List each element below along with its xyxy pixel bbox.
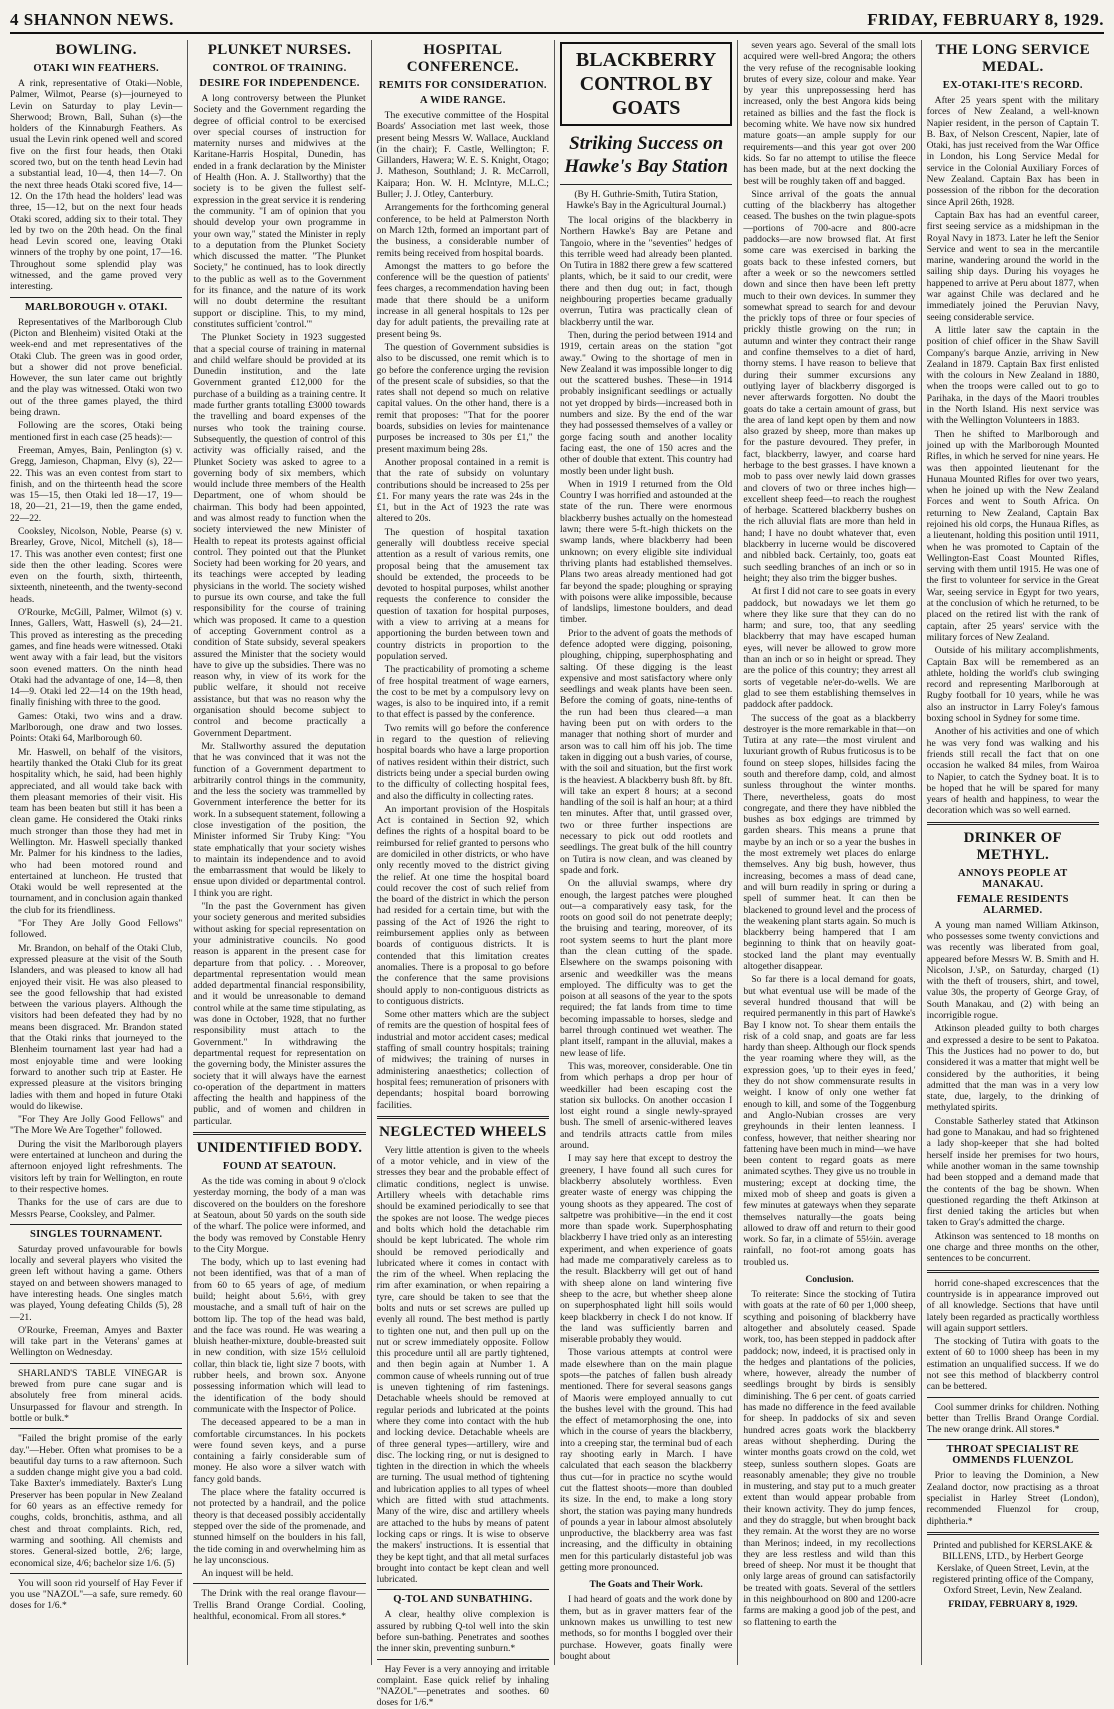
paragraph: Those various attempts at control were made elsewhere than on the main plague spots—the patches of fallen bush already mentioned. There for several seasons gangs of Maoris were employed annually to cut the bushes level with the ground. This had the effect of metamorphosing the one, into which in the course of years the blackberry, into a creeping star, the terminal bud of each ray shooting early in March. I have calculated that each season the blackberry thus cut—for in practice no scythe would cut the flattest shoots—more than doubled its size. In the end, to make a long story short, the station was paying many hundreds of pounds a year in labour almost absolutely unproductive, the blackberry area was fast increasing, and the difficulty in obtaining men for this particularly distasteful job was getting more pronounced. [559,1347,733,1574]
paragraph: Following are the scores, Otaki being mentioned first in each case (25 heads):— [10,420,183,443]
paragraph: A long controversy between the Plunket Society and the Government regarding the degree of official control to be exercised over special courses of instruction for maternity nurses and midwives at the Karitane-Harris Hospital, Dunedin, has ended in a frank declaration by the Minister of Health (Hon. A. J. Stallworthy) that the society is to be given the fullest self-expression in the great service it is rendering the community. "I am of opinion that you should develop your own programme in your own way," stated the Minister in reply to a deputation from the Plunket Society which discussed the matter. "The Plunket Society," he continued, has to look directly to the public as well as to the Government for its finance, and the nature of its work will no doubt determine the resultant support or discipline. This, to my mind, constitutes sufficient 'control.'" [193,93,366,330]
headline-unidentified-body: UNIDENTIFIED BODY. [196,1140,363,1157]
paragraph: Amongst the matters to go before the conference will be the question of patients' fees charges, a recommendation having been made that there should be a uniform increase in all general hospitals to 12s per day for adult patients, the prevailing rate at present being 9s. [376,260,549,340]
paragraph: An inquest will be held. [201,1568,294,1580]
paragraph: A rink, representative of Otaki—Noble, Palmer, Wilmot, Pearse (s)—journeyed to Levin on Saturday to play Levin—Sherwood; Brown, Ball, Suhan (s)—the holders of the Kinnaburgh Feathers. As usual the Levin rink opened well and scored five on the first four heads, then Otaki scored two, but on the tenth head Levin had a substantial lead, 10—4, then 14—7. On the next three heads Otaki scored five, 14—12. On the 17th head the holders' lead was three, 15—12, but on the next four heads Otaki scored, adding six to their total. They led by two on the 20th head. On the final head Levin scored one, leaving Otaki winners of the trophy by one point, 17—16. Throughout some splendid play was witnessed, and the game proved very interesting. [10,78,183,293]
column-3 [372,40,555,1709]
paragraph: The place where the fatality occurred is not protected by a handrail, and the police theory is that deceased possibly accidentally stepped over the side of the promenade, and stunned himself on the boulders in his fall, the tide coming in and overwhelming him as he lay unconscious. [193,1487,366,1566]
paragraph: I had heard of goats and the work done by them, but as in graver matters fear of the unknown makes us unwilling to test new methods, so for months I boggled over their purchase. However, goats finally were bought about [559,1594,733,1662]
paragraph: The question of hospital taxation generally will doubtless receive special attention as a result of various remits, one proposal being that the amusement tax should be extended, the proceeds to be devoted to hospital purposes, whilst another requests the conference to consider the question of taxation for hospital purposes, with a view to arriving at a means for apportioning the burden between town and country districts in proportion to the population served. [376,526,549,662]
paragraph: Some other matters which are the subject of remits are the question of hospital fees of industrial and motor accident cases; medical staffing of small country hospitals; training of midwives; the training of nurses in administering anaesthetics; collection of hospital fees; remuneration of prisoners with dependants; hospital board borrowing facilities. [376,1009,549,1111]
column-5 [738,40,921,1665]
subhead-conclusion: Conclusion. [805,1274,854,1286]
paragraph: A young man named William Atkinson, who possesses some twenty convictions and was recently was liberated from goal, appeared before Messrs W. B. Smith and H. Nicolson, J.'sP., on Saturday, charged (1) with the theft of trousers, shirt, and towel, value 30s, the property of George Gray, of South Manakau, and (2) with being an incorrigible rogue. [926,919,1099,1022]
paragraph: horrid cone-shaped excrescences that the countryside is in appearance improved out of all knowledge. Sections that have until lately been regarded as practically worthless will again support settlers. [926,1277,1099,1334]
subhead-control: CONTROL OF TRAINING. [212,63,347,74]
subhead-remits: REMITS FOR CONSIDERATION. [378,80,547,91]
paragraph: The stocking of Tutira with goats to the extent of 60 to 1000 sheep has been in my estimation an unqualified success. If we do not see this method of blackberry control can be bettered. [926,1336,1099,1393]
headline-neglected-wheels: NEGLECTED WHEELS [379,1123,547,1140]
paragraph: Cooksley, Nicolson, Noble, Pearse (s) v. Brearley, Grove, Nicol, Mitchell (s), 18—17. This was another even contest; first one side then the other leading. Scores were even on the fourth, sixth, thirteenth, sixteenth, nineteenth, and the twenty-second heads. [10,525,183,605]
paragraph: Outside of his military accomplishments, Captain Bax will be remembered as an athlete, holding the world's club swinging record and representing Marlborough at Rugby football for 10 years, while he was also an instructor in Larry Foley's famous boxing school in Sydney for some time. [926,645,1099,725]
paragraph: Constable Satherley stated that Atkinson had gone to Manakau, and had so frightened a lady shop-keeper that she had bolted herself inside her premises for two hours, while another woman in the same township had been stopped and a demand made that the contents of the bag be shown. When questioned regarding the theft Atkinson at first denied taking the articles but when taken to Gray's admitted the charge. [926,1115,1099,1229]
imprint-date: FRIDAY, FEBRUARY 8, 1929. [948,1599,1078,1611]
paragraph: This was, moreover, considerable. One tin from which perhaps a drop per hour of weedkiller had been escaping cost the station six bullocks. On another occasion I lost eight round a single newly-sprayed bush. The smell of arsenic-withered leaves and tendrils attracts cattle from miles around. [559,1060,733,1152]
paragraph: "In the past the Government has given your society generous and merited subsidies without asking for special representation on your administrative councils. No good reason is apparent in the present case for departure from that policy. . . Moreover, departmental representation would mean added departmental financial responsibility, and it would be unreasonable to demand control while at the same time stipulating, as was done in October, 1928, that no further responsibility must attach to the Government." In withdrawing the departmental request for representation on the governing body, the Minister assures the society that it will always have the earnest co-operation of the department in matters affecting the health and happiness of the public, and of women and children in particular. [193,901,366,1127]
section-title-otaki-win: OTAKI WIN FEATHERS. [33,63,159,74]
paragraph: Very little attention is given to the wheels of a motor vehicle, and in view of the stresses they bear and the probable effect of climatic conditions, neglect is unwise. Artillery wheels with detachable rims should be examined periodically to see that the spokes are not loose. The wedge pieces and bolts which hold the detachable rim should be kept lubricated. The whole rim should be removed periodically and lubricated where it comes in contact with the rim of the wheel. When replacing the rim after examination, or when repairing a tyre, care should be taken to see that the bolts and nuts or set screws are pulled up evenly all round. The best method is partly to tighten one nut, and then pull up on the nut or screw immediately opposite. Follow this procedure until all are partly tightened, and then begin again at Number 1. A common cause of wheels running out of true is uneven tightening of rim fastenings. Detachable wheels should be removed at regular periods and lubricated at the points where they come into contact with the hub and locking device. Detachable wheels are of three general types—artillery, wire and disc. The locking ring, or nut is designed to tighten in the direction in which the wheels are turning. The usual method of tightening and lubrication applies to all types of wheel which are fitted with stud attachments. Many of the wire, disc and artillery wheels are attached to the hubs by means of patent locking caps or rings. It is wise to observe the makers' instructions. It is essential that they be kept tight, and that all metal surfaces brought into contact be kept clean and well lubricated. [376,1144,549,1586]
paragraph: When in 1919 I returned from the Old Country I was horrified and astounded at the state of the run. There were enormous blackberry bushes actually on the homestead lawn; there were 5-ft.-high thickets on the swamp lands, where blackberry had been unknown; on every eligible site individual thriving plants had established themselves. Plans two areas already mentioned had got far beyond the spade; ploughing or spraying with poisons were alike impossible, because of landslips, limestone boulders, and dead timber. [559,478,733,626]
paragraph: seven years ago. Several of the small lots acquired were well-bred Angora; the others the very refuse of the recognisable looking brutes of every size, colour and make. Year by year this unprepossessing herd has increased, only the best Angora kids being retained as billies and the fast the flock is becoming white. We have now six hundred mature goats—an ample supply for our requirements—and this year got over 200 kids. So far no attempt to utilise the fleece has been made, but at the next docking the best will be roughly taken off and bagged. [743,40,916,187]
paragraph: So far there is a local demand for goats, but what eventual use will be made of the several hundred thousand that will be required permanently in this part of Hawke's Bay I know not. To shear them entails the risk of a cold snap, and goats are far less hardy than sheep. Although our flock spends the year roaming where they will, as the expression goes, 'up to their eyes in feed,' they do not show commensurate results in weight. I know of only one wether fat enough to kill, and some of the Toggenburg and Anglo-Nubian crosses are very greyhounds in their lenten leanness. I confess, however, that neither shearing nor fattening have been much in mind—we have been content to regard goats as mere animated scythes. They give us no trouble in mustering; except at docking time, the mixed mob of sheep and goats is given a few minutes at gateways when they separate themselves naturally—the goats being allowed to draw off and return to their good work. So far, in a climate of 55½in. average rainfall, no foot-rot among goats has troubled us. [743,974,916,1268]
paragraph: The local origins of the blackberry in Northern Hawke's Bay are Petane and Tangoio, where in the "seventies" hedges of this terrible weed had already been planted. On Tutira in 1882 there grew a few scattered plants, which, be it said to our credit, were there and then dug out; in fact, though neighbouring properties became gradually overrun, Tutira was practically clean of blackberry until the war. [559,215,733,328]
section-title-singles: SINGLES TOURNAMENT. [30,1228,163,1240]
kicker-striking-success: Striking Success on Hawke's Bay Station [564,133,728,177]
subhead-annoys: ANNOYS PEOPLE AT MANAKAU. [957,867,1068,890]
paragraph: O'Rourke, Freeman, Amyes and Baxter will take part in the Veterans' games at Wellington on Wednesday. [10,1324,183,1359]
paragraph: Prior to the advent of goats the methods of defence adopted were digging, poisoning, ploughing, chipping, superphosphating and salting. Of these digging is the least expensive and most satisfactory where only seedlings and weak plants have been seen. Before the coming of goats, nine-tenths of the run had been thus cleared—a man having been put on with orders to the manager that nothing short of murder and arson was to call him off his job. The time taken in digging out a bush varies, of course, with the soil and situation, but the first work is the heaviest. A blackberry bush 8ft. by 8ft. will take an expert 8 hours; at a second handling of the soil is half an hour; at a third ten minutes. After that, until grassed over, two or three further inspections are necessary to pick out odd rootlets and seedlings. The great bulk of the hill country on Tutira is now clean, and was cleaned by spade and fork. [559,627,733,876]
paragraph: Atkinson was sentenced to 18 months on one charge and three months on the other, sentences to be concurrent. [926,1230,1099,1265]
issue-date: FRIDAY, FEBRUARY 8, 1929. [867,10,1104,29]
advert-cool-drinks: Cool summer drinks for children. Nothing better than Trellis Brand Orange Cordial. The new orange drink. All stores.* [926,1401,1099,1436]
paragraph: Representatives of the Marlborough Club (Picton and Blenheim) visited Otaki at the week-end and met representatives of the Otaki Club. The green was in good order, but a shower did not prove beneficial. However, the sun later came out brightly and the play was witnessed. Otaki won two out of the three games played, the third being drawn. [10,316,183,419]
paragraph: A clear, healthy olive complexion is assured by rubbing Q-tol well into the skin before sun-bathing. Penetrates and soothes the inner skin, preventing sunburn.* [376,1609,549,1655]
paragraph: Freeman, Amyes, Bain, Penlington (s) v. Gregg, Jamieson, Chapman, Elvy (s), 22—22. This was an even contest from start to finish, and on the thirteenth head the score was 15—15, then Otaki led 18—17, 19—18, 20—21, 21—19, then the game ended, 22—22. [10,444,183,524]
subhead-goats-work: The Goats and Their Work. [589,1579,703,1591]
paragraph: The practicability of promoting a scheme of free hospital treatment of wage earners, the cost to be met by a compulsory levy on wages, is also to be inquired into, if a remit to that effect is passed by the conference. [376,664,549,721]
headline-bowling: BOWLING. [55,42,137,58]
subhead-wide-range: A WIDE RANGE. [419,95,506,106]
advert-trellis: The Drink with the real orange flavour—Trellis Brand Orange Cordial. Cooling, healthful, economical. From all stores.* [193,1588,366,1622]
column-4 [555,40,738,1665]
byline: (By H. Guthrie-Smith, Tutira Station, Hawke's Bay in the Agricultural Journal.) [566,189,726,211]
headline-hospital: HOSPITAL CONFERENCE. [406,42,519,75]
section-title-marlborough: MARLBOROUGH v. OTAKI. [24,301,168,313]
paragraph: During the visit the Marlborough players were entertained at luncheon and during the afternoon enjoyed light refreshments. The visitors left by train for Wellington, en route to their respective homes. [10,1138,183,1195]
paragraph: A little later saw the captain in the position of chief officer in the Shaw Savill Company's barque Anzie, arriving in New Zealand in 1879. Captain Bax first enlisted with the colours in New Zealand in 1880, when the troops were called out to go to Parihaka, in the days of the Maori troubles in the North Island. His next service was with the Wellington Volunteers in 1883. [926,324,1099,427]
columns [10,40,1104,1709]
subhead-alarmed: FEMALE RESIDENTS ALARMED. [956,893,1069,916]
headline-plunket: PLUNKET NURSES. [207,42,352,58]
paragraph: The question of Government subsidies is also to be discussed, one remit which is to go before the conference urging the revision of the present scale of subsidies, so that the rates shall not depend so much on relative capital values. On the other hand, there is a remit that proposes: "That for the poorer boards, subsidies on levies for maintenance purposes be increased to 30s per £1," the present maximum being 28s. [376,341,549,455]
headline-long-service: THE LONG SERVICE MEDAL. [935,42,1090,75]
headline-methyl: DRINKER OF METHYL. [963,829,1063,863]
paragraph: As the tide was coming in about 9 o'clock yesterday morning, the body of a man was discovered on the boulders on the foreshore at Seatoun, about 50 yards on the south side of the wharf. The police were informed, and the body was removed by Constable Henry to the City Morgue. [193,1176,366,1255]
paragraph: On the alluvial swamps, where dry enough, the largest patches were ploughed out—a comparatively easy task, for the roots on good soil do not penetrate deeply; the bruising and tearing, moreover, of its root system seems to hurt the plant more than the clean cutting of the spade. Elsewhere on the swamps poisoning with arsenic and weedkiller was the means employed. The difficulty was to get the poison at all seasons of the year to the spots required; the fat lands from time to time becoming impassable to horses, sledge and barrel through continued wet weather. The plant itself, rampant in the alluvial, makes a new lease of life. [559,878,733,1059]
paragraph: The body, which up to last evening had not been identified, was that of a man of from 60 to 65 years of age, of medium build; height about 5.6½, with grey moustache, and a small tuft of hair on the bottom lip. The top of the head was bald, and the face was round. He was wearing a bluish heather-mixture, double-breasted suit in new condition, with size 15½ celluloid collar, thin black tie, light size 7 boots, with rubber heels, and brown sox. Anyone possessing information which will lead to the identification of the body should communicate with the Inspector of Police. [193,1257,366,1415]
paragraph: The deceased appeared to be a man in comfortable circumstances. In his pockets were found seven keys, and a purse containing a fairly considerable sum of money. He also wore a silver watch with fancy gold bands. [193,1417,366,1485]
advert-nazol: You will soon rid yourself of Hay Fever if you use "NAZOL"—a safe, sure remedy. 60 doses for 1/6.* [10,1577,183,1612]
headline-blackberry: BLACKBERRY CONTROL BY GOATS [575,49,717,119]
paragraph: Mr. Brandon, on behalf of the Otaki Club, expressed pleasure at the visit of the South Islanders, and was pleased to know all had enjoyed their visit. He was also pleased to see the good fellowship that had existed between the various players. Although the visitors had been defeated they had by no means been disgraced. Mr. Brandon stated that the Otaki rinks that journeyed to the Blenheim tournament last year had had a most enjoyable time and were looking forward to another such trip at Easter. He expressed pleasure at the visitors bringing ladies with them and hoped in future Otaki would do likewise. [10,942,183,1112]
paragraph: Games: Otaki, two wins and a draw. Marlborough, one draw and two losses. Points: Otaki 64, Marlborough 60. [10,710,183,745]
column-1 [10,40,188,1665]
paragraph: Mr. Haswell, on behalf of the visitors, heartily thanked the Otaki Club for its great hospitality which, he said, had been highly appreciated, and all would take back with them pleasant memories of their visit. His team has been beaten but still it has been a clean game. He considered the Otaki rinks much stronger than those they had met in Wellington. Mr. Haswell specially thanked Mr. Palmer for his kindness to the ladies, who had been motored round and entertained at luncheon. He trusted that Otaki would be well represented at the tournament, and in conclusion again thanked the club for its friendliness. [10,746,183,916]
headline-throat-specialist: THROAT SPECIALIST RE OMMENDS FLUENZOL [946,1444,1080,1467]
imprint: Printed and published for KERSLAKE & BILLENS, LTD., by Herbert George Kerslake, of Queen Street, Levin, at the registered printing office of the Company, Oxford Street, Levin, New Zealand. [932,1539,1094,1597]
paragraph: "For They Are Jolly Good Fellows" and "The More We Are Together" followed. [10,1114,183,1137]
paragraph: Saturday proved unfavourable for bowls locally and several players who visited the green left without having a game. Others stayed on and between showers managed to have interesting heads. One singles match was played, Young defeating Childs (5), 28—21. [10,1243,183,1323]
paragraph: The success of the goat as a blackberry destroyer is the more remarkable in that—on Tutira at any rate—the most virulent and luxuriant growth of Rubus fruticosus is to be found on steep slopes, hillsides facing the south and therefore damp, cold, and almost sunless throughout the winter months. There, nevertheless, goats do most congregate, and there they have nibbled the bushes as box edgings are trimmed by garden shears. This means a prune that maybe by an inch or so a year the bushes in the most extremely wet places do enlarge themselves. Any big bush, however, thus increasing, becomes a mass of dead cane, and will burn readily in spring or during a spell of summer heat. It can then be blackened to ground level and the process of the weakening plant starts again. So much is blackberry being hampered that I am beginning to think that on heavily goat-stocked land the plant may eventually altogether disappear. [743,712,916,973]
paragraph: After 25 years spent with the military forces of New Zealand, a well-known Napier resident, in the person of Captain T. B. Bax, of Nelson Crescent, Napier, late of Otaki, has just received from the War Office in London, his Long Service Medal for service in the Colonial Auxiliary Forces of New Zealand. Captain Bax has been in possession of the ribbon for the decoration since April 26th, 1928. [926,95,1099,208]
paragraph: Atkinson pleaded guilty to both charges and expressed a desire to be sent to Pakatoa. This the Justices had no power to do, but considered it was a matter that might well be considered by the authorities, it being admitted that the man was in a very low state, due, largely, to the drinking of methylated spirits. [926,1023,1099,1114]
section-body-otaki-win [10,78,182,293]
paragraph: Then he shifted to Marlborough and joined up with the Marlborough Mounted Rifles, in which he served for nine years. He was then appointed lieutenant for the Hunaua Mounted Rifles for over two years, when he joined up with the New Zealand Forces and went to South Africa. On returning to New Zealand, Captain Bax rejoined his old corps, the Hunaua Rifles, as a lieutenant, holding this position until 1911, when he was promoted to Captain of the Wellington-East Coast Mounted Rifles, serving with them until 1915. He was one of the first to volunteer for service in the Great War, seeing service in Egypt for two years, at the conclusion of which he returned, to be placed on the retired list with the rank of captain, after 25 years' service with the military forces of New Zealand. [926,428,1099,643]
paragraph: Captain Bax has had an eventful career, first seeing service as a midshipman in the Royal Navy in 1873. Later he left the Senior Service and went to sea in the mercantile marine, wandering around the world in the sailing ship days. During his voyages he happened to arrive at Peru about 1877, when war against Chile was declared and he immediately joined the Peruvian Navy, seeing considerable service. [926,209,1099,323]
subhead-seatoun: FOUND AT SEATOUN. [222,1161,337,1173]
advert-vinegar: SHARLAND'S TABLE VINEGAR is brewed from pure cane sugar and is absolutely free from mineral acids. Unsurpassed for flavour and strength. In bottle or bulk.* [10,1367,183,1424]
paragraph: Mr. Stallworthy assured the deputation that he was convinced that it was not the function of a Government department to arbitrarily control things in the community, and the less the society was trammelled by Government interference the better for its work. In a subsequent statement, following a close investigation of the position, the Minister informed Sir Truby King: "You state emphatically that your society wishes to maintain its independence and to avoid the embarrassment that would be likely to ensue upon divided or departmental control. I think you are right. [193,740,366,899]
paragraph: Another proposal contained in a remit is that the rate of subsidy on voluntary contributions should be increased to 25s per £1. For many years the rate was 24s in the £1, but in the Act of 1923 the rate was altered to 20s. [376,456,549,525]
paragraph: The executive committee of the Hospital Boards' Association met last week, those present being Messrs W. Wallace, Auckland (in the chair); F. Castle, Wellington; F. Gillanders, Hawera; W. E. S. Knight, Otago; J. Matheson, Southland; J. R. McCarroll, Kaipara; Hon. W. H. McIntyre, M.L.C.; Buller; J. J. Otley, Canterbury. [376,110,549,201]
subhead-independence: DESIRE FOR INDEPENDENCE. [199,78,360,89]
paragraph: Two remits will go before the conference in regard to the question of relieving hospital boards who have a large proportion of natives resident within their district, such districts being under a special burden owing to the difficulty of collecting hospital fees, and also the difficulty in collecting rates. [376,722,549,802]
paragraph: Another of his activities and one of which he was very fond was walking and his friends still recall the fact that on one occasion he walked 84 miles, from Wairoa to Napier, to catch the Sydney boat. It is to be hoped that he will be spared for many years of health and happiness, to wear the decoration which was so well earned. [926,726,1099,817]
page-number: 4 [10,10,19,29]
section-body-marlborough [10,317,182,1220]
paragraph: The Plunket Society in 1923 suggested that a special course of training in maternal and child welfare should be provided at its Dunedin institution, and the late Government granted £12,000 for the purchase of a building as a training centre. It made further grants totalling £3000 towards the travelling and board expenses of the nurses who took the training course. Subsequently, the question of control of this activity was officially raised, and the Plunket Society was asked to agree to a governing body of six members, which would include three members of the Health Department, one of whom should be chairman. This body had been appointed, and was almost ready to function when the society interviewed the new Minister of Health to repeat its protests against official control. They pointed out that the Plunket Society had been working for 20 years, and its teachings were accepted by leading physicians in the world. The society wished to pursue its own course, and take the full responsibility for the course of training which was proposed. It came to a question of accepting Government control as a condition of State subsidy, several speakers assured the Minister that the society would have to give up the subsidies. There was no reason why, in view of its work for the public welfare, it should not receive assistance, but that was no reason why the organisation should become subject to control and become practically a Government Department. [193,332,366,739]
advert-fluenzol: Prior to leaving the Dominion, a New Zealand doctor, now practising as a throat specialist in Harley Street (London), recommended Fluenzol for croup, diphtheria.* [926,1470,1099,1527]
column-6 [922,40,1104,1665]
paragraph: I may say here that except to destroy the greenery, I have found all such cures for blackberry absolutely worthless. Even greater waste of energy was chipping the young shoots as they appeared. The cost of saltpetre was prohibitive—in the end it cost more than spade work. Superphosphating blackberry I have tried only as an interesting experiment, and when experience of goats had made me comparatively careless as to the result. Blackberry will get out of hand with sheep alone on land wintering five sheep to the acre, but whether sheep alone on superphosphated light hill soils would keep blackberry in check I do not know. If the land was sufficiently barren and miserable probably they would. [559,1153,733,1346]
advert-hay-fever: Hay Fever is a very annoying and irritable complaint. Ease quick relief by inhaling "NAZOL"—penetrates and soothes. 60 doses for 1/6.* [376,1663,549,1709]
paragraph: Since arrival of the goats the annual cutting of the blackberry has altogether ceased. The bushes on the twin plague-spots—portions of 700-acre and 800-acre paddocks—are now browsed flat. At first some care was exercised in barking the goats back to these infested corners, but after a week or so the newcomers settled down and since then have been left pretty much to their own devices. In summer they somewhat spread to search for and devour the prickly tops of three or four species of prickly thistle growing on the run; in autumn and winter they contract their range and confine themselves to a diet of hard, thorny stems. I have reason to believe that during their summer excursions any outlying layer of blackberry disgorged is never afterwards forgotten. No doubt the goats do take a certain amount of grass, but the area of land kept open by them and now also grazed by sheep, more than makes up for the pasture devoured. They prefer, in fact, blackberry, lawyer, and coarse hard herbage to the best grasses. I have known a mob to pass over newly laid down grasses and clovers of two or three inches high—excellent sheep feed—to reach the roughest of herbage. Scattered blackberry bushes on the rich alluvial flats are more than held in hand; I have no doubt whatever that, even blackberry in lucerne would be discovered and nibbled back. Certainly, too, goats eat such seedling branches of an inch or so in height; they also trim the bigger bushes. [743,188,916,584]
advert-baxters: "Failed the bright promise of the early day."—Heber. Often what promises to be a beautiful day turns to a raw afternoon. Such a sudden change might give you a bad cold. Take Baxter's immediately. Baxter's Lung Preserver has been popular in New Zealand for 60 years as an effective remedy for coughs, colds, bronchitis, asthma, and all chest and throat complaints. Rich, red, warming and soothing. All chemists and stores. General-sized bottle, 2/6; large, economical size, 4/6; bachelor size 1/6. (5) [10,1433,183,1569]
masthead [10,6,1104,34]
subhead-qtol: Q-TOL AND SUNBATHING. [393,1594,533,1606]
paragraph: At first I did not care to see goats in every paddock, but nowadays we let them go where they like sure that they can do no harm; and sure, too, that any seedling blackberry that may have escaped human eyes, will never be allowed to grow more than an inch or so in height or spread. They are the police of this country; they arrest all sorts of vegetable ne'er-do-wells. We are glad to see them establishing themselves in paddock after paddock. [743,586,916,711]
paragraph: To reiterate: Since the stocking of Tutira with goats at the rate of 60 per 1,000 sheep, scything and poisoning of blackberry have altogether and absolutely ceased. Spade work, too, has been stepped in paddock after paddock; now, indeed, it is practised only in the hedges and plantations of the policies, where, however, already the number of seedlings brought by birds is sensibly diminishing. The 6 per cent. of goats carried has made no difference in the feed available for sheep. In paddocks of six and seven hundred acres goats work the blackberry areas without shepherding. During the winter months goats crowd on the cold, wet steep, sunless southern slopes. Goats are reasonably amenable; they give no trouble in mustering, and stay put to a much greater extent than would appear probable from their known activity. They do jump fences, and they do straggle, but when brought back they remain. At the worst they are no worse than Merinos; indeed, in my recollections they are less restless and wild than this breed of sheep. Nor must it be thought that only large areas of ground can satisfactorily be treated with goats. Several of the settlers in this neighbourhood on 800 and 1200-acre farms are making a good job of the pest, and so flattening to earth the [743,1289,916,1628]
subhead-record: EX-OTAKI-ITE'S RECORD. [942,80,1083,91]
paragraph: Thanks for the use of cars are due to Messrs Pearse, Cooksley, and Palmer. [10,1197,183,1220]
paper-name: SHANNON NEWS. [23,10,174,29]
paragraph: "For They Are Jolly Good Fellows" followed. [10,918,183,941]
headline-box-blackberry [560,42,732,126]
masthead-left [10,10,174,30]
column-2 [188,40,371,1665]
paragraph: Then, during the period between 1914 and 1919, certain areas on the station "got away." Owing to the shortage of men in New Zealand it was impossible longer to dig out the scattered bushes. These—in 1914 probably insignificant seedlings or actually not yet dropped by birds—increased both in numbers and size. By the end of the war they had possessed themselves of a valley or gorge facing south and another locality facing east, the one of 150 acres and the other of double that extent. This country had mostly been under light bush. [559,329,733,477]
paragraph: Arrangements for the forthcoming general conference, to be held at Palmerston North on March 12th, formed an important part of the business, a considerable number of remits being received from hospital boards. [376,202,549,259]
paragraph: An important provision of the Hospitals Act is contained in Section 92, which defines the rights of a hospital board to be reimbursed for relief granted to persons who are domiciled in other districts, or who have only recently moved to the district giving the relief. At one time the hospital board could recover the cost of such relief from the board of the district in which the person had resided for a certain time, but with the passing of the Act of 1926 the right to reimbursement applies only as between boards of contiguous districts. It is contended that this limitation creates anomalies. There is a proposal to go before the conference that the same provisions should apply to non-contiguous districts as to contiguous districts. [376,803,549,1007]
paragraph: O'Rourke, McGill, Palmer, Wilmot (s) v. Innes, Gallers, Watt, Haswell (s), 24—21. This proved as interesting as the preceding games, and fine heads were witnessed. Otaki went away with a fair lead, but the visitors soon evened matters. On the ninth head Otaki had the advantage of one, 14—8, then 14—9. Otaki led 22—14 on the 19th head, finally finishing with three to the good. [10,607,183,709]
